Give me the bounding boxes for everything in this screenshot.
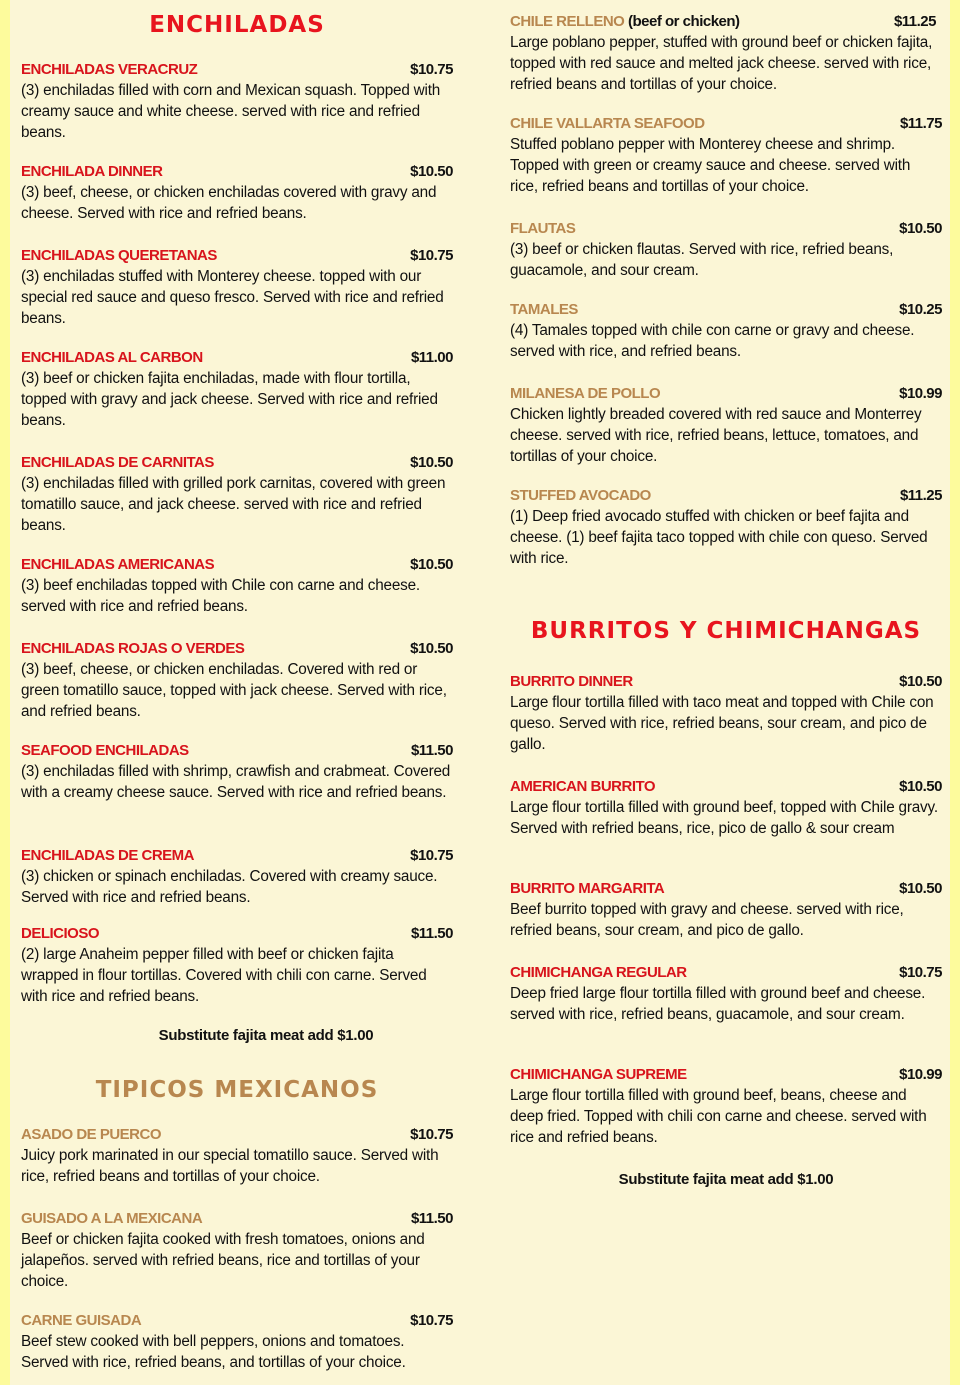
item-description: (3) enchiladas stuffed with Monterey cheese. topped with our special red sauce and queso fresco. Served with rice and refried beans. xyxy=(21,268,444,327)
menu-item xyxy=(21,845,453,908)
tipicos-title: TIPICOS MEXICANOS xyxy=(95,1077,379,1103)
item-name: GUISADO A LA MEXICANA xyxy=(21,1210,203,1227)
item-description: Beef or chicken fajita cooked with fresh tomatoes, onions and jalapeños. served with refried beans, rice and tortillas of your choice. xyxy=(21,1231,425,1290)
menu-item xyxy=(21,1124,453,1187)
menu-item xyxy=(21,1208,453,1292)
menu-item xyxy=(21,554,453,617)
item-name: BURRITO DINNER xyxy=(510,673,633,690)
item-description: (3) enchiladas filled with grilled pork carnitas, covered with green tomatillo sauce, and jack cheese. served with rice and refried beans. xyxy=(21,475,446,534)
item-name: SEAFOOD ENCHILADAS xyxy=(21,742,189,759)
item-name: CHIMICHANGA SUPREME xyxy=(510,1066,687,1083)
item-price: $10.50 xyxy=(410,556,453,573)
menu-item xyxy=(510,671,942,755)
item-name: ENCHILADAS AL CARBON xyxy=(21,349,203,366)
menu-item xyxy=(21,638,453,722)
item-price: $10.50 xyxy=(899,673,942,690)
item-description: (3) chicken or spinach enchiladas. Covered with creamy sauce. Served with rice and refried beans. xyxy=(21,868,438,906)
item-description: Chicken lightly breaded covered with red sauce and Monterrey cheese. served with rice, refried beans, lettuce, tomatoes, and tortillas of your choice. xyxy=(510,406,922,465)
item-name: FLAUTAS xyxy=(510,220,576,237)
enchiladas-title: ENCHILADAS xyxy=(149,12,325,38)
item-description: (3) beef or chicken flautas. Served with rice, refried beans, guacamole, and sour cream. xyxy=(510,241,894,279)
menu-item xyxy=(510,299,942,362)
menu-item xyxy=(21,452,453,536)
item-name: ENCHILADAS ROJAS O VERDES xyxy=(21,640,245,657)
item-description: (3) beef, cheese, or chicken enchiladas. Covered with red or green tomatillo sauce, topped with jack cheese. Served with rice, and refried beans. xyxy=(21,661,447,720)
item-name: ENCHILADAS AMERICANAS xyxy=(21,556,215,573)
item-description: Large flour tortilla filled with ground beef, beans, cheese and deep fried. Topped with chili con carne and cheese. served with rice and refried beans. xyxy=(510,1087,927,1146)
item-price: $11.25 xyxy=(899,487,942,504)
item-price: $10.50 xyxy=(410,640,453,657)
item-price: $10.25 xyxy=(899,301,942,318)
item-name: ENCHILADAS QUERETANAS xyxy=(21,247,217,264)
item-price: $10.75 xyxy=(410,1126,453,1143)
item-name: CHIMICHANGA REGULAR xyxy=(510,964,687,981)
menu-item xyxy=(21,161,453,224)
menu-item xyxy=(510,1064,942,1148)
menu-page xyxy=(10,0,950,1385)
item-description: Large flour tortilla filled with taco meat and topped with Chile con queso. Served with rice, refried beans, sour cream, and pico de gallo. xyxy=(510,694,934,753)
item-description: (2) large Anaheim pepper filled with beef or chicken fajita wrapped in flour tortillas. Covered with chili con carne. Served with rice and refried beans. xyxy=(21,946,427,1005)
item-price: $10.75 xyxy=(410,1312,453,1329)
menu-item xyxy=(510,485,942,569)
item-description: (3) beef enchiladas topped with Chile con carne and cheese. served with rice and refried beans. xyxy=(21,577,420,615)
item-price: $10.50 xyxy=(410,454,453,471)
item-price: $10.50 xyxy=(899,220,942,237)
menu-item xyxy=(21,923,453,1007)
menu-item xyxy=(510,218,942,281)
item-description: Beef burrito topped with gravy and cheese. served with rice, refried beans, sour cream, and pico de gallo. xyxy=(510,901,904,939)
menu-item xyxy=(510,962,942,1025)
item-description: Stuffed poblano pepper with Monterey cheese and shrimp. Topped with green or creamy sauce and cheese. served with rice, refried beans and tortillas of your choice. xyxy=(510,136,911,195)
item-name: CARNE GUISADA xyxy=(21,1312,142,1329)
burritos-title: BURRITOS Y CHIMICHANGAS xyxy=(530,618,922,644)
item-name: STUFFED AVOCADO xyxy=(510,487,651,504)
item-description: (3) beef or chicken fajita enchiladas, made with flour tortilla, topped with gravy and jack cheese. Served with rice and refried beans. xyxy=(21,370,438,429)
menu-item xyxy=(21,1310,453,1373)
item-price: $11.50 xyxy=(410,742,453,759)
item-name: ENCHILADAS DE CREMA xyxy=(21,847,195,864)
menu-item xyxy=(510,11,936,95)
item-name: ENCHILADA DINNER xyxy=(21,163,163,180)
item-name: DELICIOSO xyxy=(21,925,100,942)
item-description: Large poblano pepper, stuffed with ground beef or chicken fajita, topped with red sauce and melted jack cheese. served with rice, refried beans and tortillas of your choice. xyxy=(510,34,933,93)
item-price: $11.75 xyxy=(899,115,942,132)
item-description: (3) enchiladas filled with shrimp, crawfish and crabmeat. Covered with a creamy cheese sauce. Served with rice and refried beans. xyxy=(21,763,451,801)
substitute-note: Substitute fajita meat add $1.00 xyxy=(158,1027,374,1044)
menu-item xyxy=(21,347,453,431)
item-price: $11.50 xyxy=(410,1210,453,1227)
menu-item xyxy=(510,878,942,941)
item-description: Large flour tortilla filled with ground beef, topped with Chile gravy. Served with refried beans, rice, pico de gallo & sour cream xyxy=(510,799,938,837)
item-price: $10.99 xyxy=(899,385,942,402)
item-name: ENCHILADAS DE CARNITAS xyxy=(21,454,214,471)
substitute-note: Substitute fajita meat add $1.00 xyxy=(618,1171,834,1188)
menu-item xyxy=(510,383,942,467)
item-price: $10.75 xyxy=(899,964,942,981)
item-description: Beef stew cooked with bell peppers, onions and tomatoes. Served with rice, refried beans, and tortillas of your choice. xyxy=(21,1333,406,1371)
item-description: Deep fried large flour tortilla filled with ground beef and cheese. served with rice, refried beans, guacamole, and sour cream. xyxy=(510,985,926,1023)
item-description: (4) Tamales topped with chile con carne or gravy and cheese. served with rice, and refried beans. xyxy=(510,322,915,360)
item-name: ENCHILADAS VERACRUZ xyxy=(21,61,198,78)
item-name: AMERICAN BURRITO xyxy=(510,778,656,795)
menu-item xyxy=(21,245,453,329)
menu-item xyxy=(21,740,453,803)
item-price: $10.50 xyxy=(899,778,942,795)
item-price: $10.75 xyxy=(410,61,453,78)
item-description: (3) enchiladas filled with corn and Mexican squash. Topped with creamy sauce and white cheese. served with rice and refried beans. xyxy=(21,82,441,141)
menu-item xyxy=(510,113,942,197)
item-price: $10.99 xyxy=(899,1066,942,1083)
item-price: $10.75 xyxy=(410,847,453,864)
item-price: $10.50 xyxy=(410,163,453,180)
item-description: (1) Deep fried avocado stuffed with chicken or beef fajita and cheese. (1) beef fajita taco topped with chile con queso. Served with rice. xyxy=(510,508,928,567)
menu-item xyxy=(510,776,942,839)
item-price: $11.50 xyxy=(410,925,453,942)
item-name: BURRITO MARGARITA xyxy=(510,880,665,897)
item-name: CHILE RELLENO xyxy=(510,13,625,30)
item-name: CHILE VALLARTA SEAFOOD xyxy=(510,115,705,132)
item-price: $10.50 xyxy=(899,880,942,897)
item-price: $11.00 xyxy=(410,349,453,366)
item-name: MILANESA DE POLLO xyxy=(510,385,661,402)
item-name: ASADO DE PUERCO xyxy=(21,1126,162,1143)
item-description: Juicy pork marinated in our special tomatillo sauce. Served with rice, refried beans and tortillas of your choice. xyxy=(21,1147,439,1185)
item-description: (3) beef, cheese, or chicken enchiladas covered with gravy and cheese. Served with rice and refried beans. xyxy=(21,184,437,222)
item-name-suffix: (beef or chicken) xyxy=(624,13,740,30)
menu-item xyxy=(21,59,453,143)
item-price: $11.25 xyxy=(893,13,936,30)
item-name: TAMALES xyxy=(510,301,578,318)
item-price: $10.75 xyxy=(410,247,453,264)
